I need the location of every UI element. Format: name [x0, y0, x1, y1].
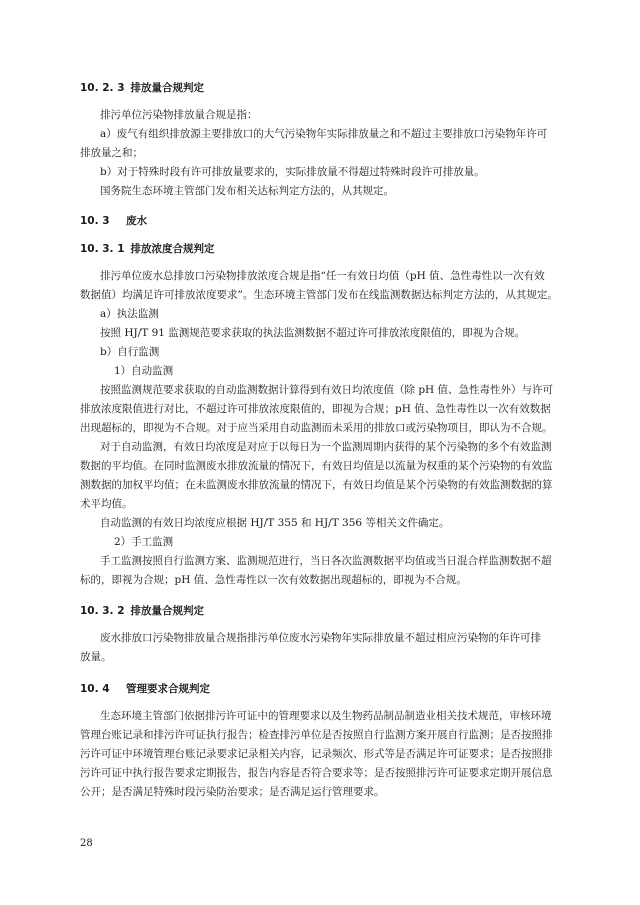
paragraph-line: 数据的平均值。在同时监测废水排放流量的情况下，有效日均值是以流量为权重的某个污染物的有效监 [80, 460, 553, 472]
paragraph-line: 标的，即视为合规；pH 值、急性毒性以一次有效数据出现超标的，即视为不合规。 [80, 574, 467, 586]
page-number: 28 [80, 838, 93, 849]
section-heading-10-3 [80, 213, 147, 228]
paragraph-line: 按照 HJ/T 91 监测规范要求获取的执法监测数据不超过许可排放浓度限值的，即视为合规。 [100, 327, 526, 339]
paragraph-line: 生态环境主管部门依据排污许可证中的管理要求以及生物药品制品制造业相关技术规范，审核环境 [100, 710, 552, 722]
paragraph-line: 国务院生态环境主管部门发布相关达标判定方法的，从其规定。 [100, 185, 394, 197]
paragraph-line: 排污单位污染物排放量合规是指： [100, 109, 258, 121]
paragraph-line: 自动监测的有效日均浓度应根据 HJ/T 355 和 HJ/T 356 等相关文件确定。 [100, 517, 450, 529]
section-heading-10-3-1 [80, 241, 215, 256]
section-number: 10. 4 [80, 683, 110, 695]
paragraph-line: b）对于特殊时段有许可排放量要求的，实际排放量不得超过特殊时段许可排放量。 [100, 166, 485, 178]
paragraph-line: 按照监测规范要求获取的自动监测数据计算得到有效日均浓度值（除 pH 值、急性毒性外）与许可 [100, 384, 554, 396]
section-number: 10. 3 [80, 215, 110, 227]
section-heading-10-2-3 [80, 80, 204, 95]
section-number: 10. 2. 3 [80, 82, 125, 94]
paragraph-line: 放量。 [80, 651, 112, 663]
paragraph-line: a）废气有组织排放源主要排放口的大气污染物年实际排放量之和不超过主要排放口污染物年许可 [100, 128, 548, 140]
paragraph-line: 污许可证中执行报告要求定期报告，报告内容是否符合要求等；是否按照排污许可证要求定期开展信息 [80, 767, 553, 779]
paragraph-line: a）执法监测 [100, 308, 159, 320]
paragraph-line: 排放浓度限值进行对比，不超过许可排放浓度限值的，即视为合规；pH 值、急性毒性以一次有效数据 [80, 403, 551, 415]
paragraph-line: 数据值）均满足许可排放浓度要求”。生态环境主管部门发布在线监测数据达标判定方法的，从其规定。 [80, 289, 558, 301]
paragraph-line: 手工监测按照自行监测方案、监测规范进行，当日各次监测数据平均值或当日混合样监测数据不超 [100, 555, 552, 567]
section-title: 废水 [126, 215, 147, 227]
paragraph-line: 污许可证中环境管理台账记录要求记录相关内容，记录频次、形式等是否满足许可证要求；是否按照排 [80, 748, 553, 760]
paragraph-line: 1）自动监测 [114, 365, 174, 377]
section-heading-10-3-2 [80, 603, 204, 618]
section-title: 管理要求合规判定 [126, 683, 210, 695]
paragraph-line: 出现超标的，即视为不合规。对于应当采用自动监测而未采用的排放口或污染物项目，即认为不合规。 [80, 422, 553, 434]
paragraph-line: 公开；是否满足特殊时段污染防治要求；是否满足运行管理要求。 [80, 786, 385, 798]
paragraph-line: 测数据的加权平均值；在未监测废水排放流量的情况下，有效日均值是某个污染物的有效监测数据的算 [80, 479, 553, 491]
section-title: 排放浓度合规判定 [130, 243, 215, 255]
section-number: 10. 3. 2 [80, 605, 125, 617]
section-title: 排放量合规判定 [130, 605, 205, 617]
paragraph-line: b）自行监测 [100, 346, 160, 358]
paragraph-line: 对于自动监测，有效日均浓度是对应于以每日为一个监测周期内获得的某个污染物的多个有效监测 [100, 441, 552, 453]
section-title: 排放量合规判定 [130, 82, 205, 94]
paragraph-line: 排放量之和； [80, 147, 143, 159]
paragraph-line: 管理台账记录和排污许可证执行报告；检查排污单位是否按照自行监测方案开展自行监测；是否按照排 [80, 729, 553, 741]
section-number: 10. 3. 1 [80, 243, 125, 255]
paragraph-line: 术平均值。 [80, 498, 133, 510]
paragraph-line: 废水排放口污染物排放量合规指排污单位废水污染物年实际排放量不超过相应污染物的年许可排 [100, 632, 541, 644]
paragraph-line: 2）手工监测 [114, 536, 174, 548]
section-heading-10-4 [80, 681, 210, 696]
paragraph-line: 排污单位废水总排放口污染物排放浓度合规是指“任一有效日均值（pH 值、急性毒性以一次有效 [100, 270, 545, 282]
